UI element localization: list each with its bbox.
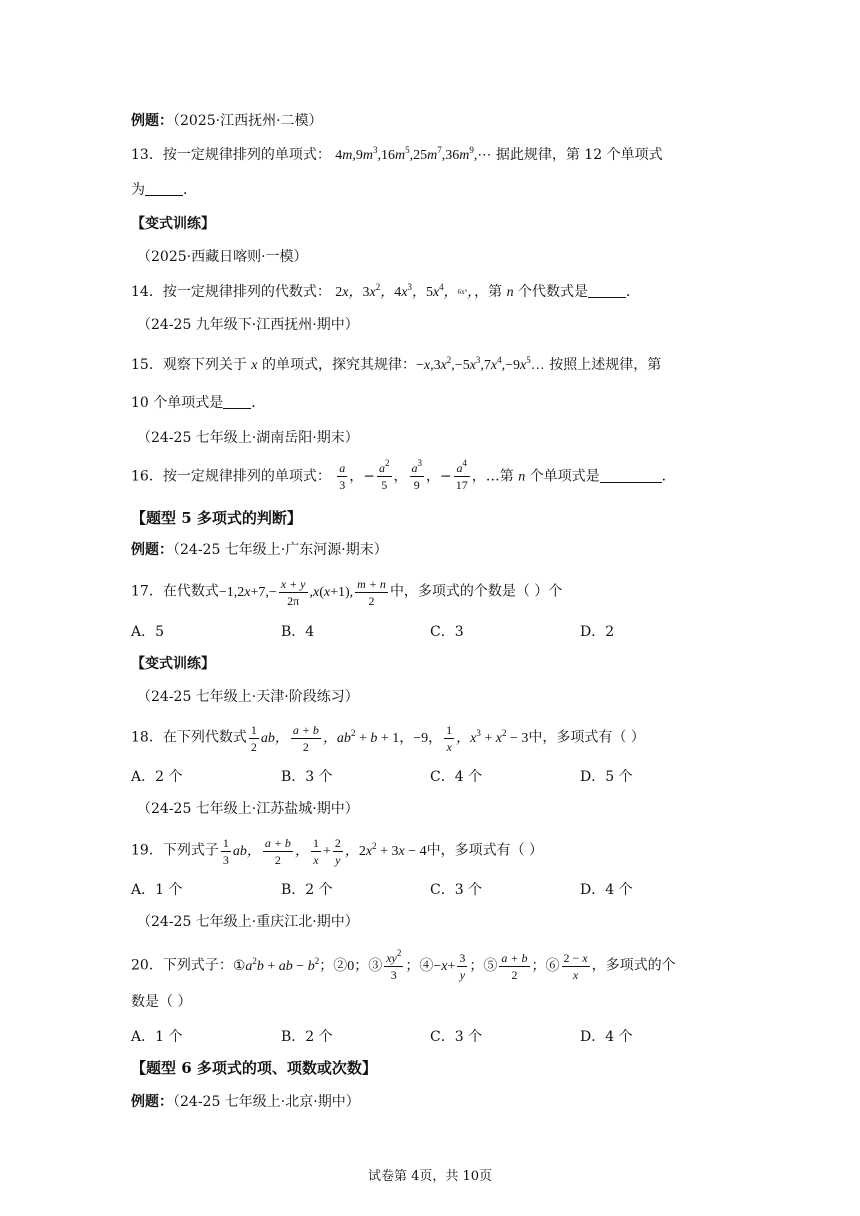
option-c[interactable]: C．3 个 <box>430 882 483 898</box>
fraction: $\frac{3}{y}$ <box>459 951 466 982</box>
fraction: $\frac{a + b}{2}$ <box>264 836 291 867</box>
question-16: 16．按一定规律排列的单项式： $\frac{a}{3}$ ，− $\frac{a^2}{5}$ ， $\frac{a^3}{9}$ ，− $\frac{a^4}{17}$ ，…第 n 个单项式是 ． <box>131 458 676 492</box>
option-a[interactable]: A．2 个 <box>131 769 183 785</box>
fraction: $\frac{2 - x}{x}$ <box>563 951 588 982</box>
option-b[interactable]: B．4 <box>281 624 315 640</box>
section-heading-type5: 【题型 5 多项式的判断】 <box>131 509 302 527</box>
question-text-after: ，多项式的个 <box>591 957 676 974</box>
option-c[interactable]: C．3 个 <box>430 1029 483 1045</box>
question-text-after: 中，多项式有（ ） <box>528 729 645 746</box>
variable-n: n <box>518 469 526 485</box>
question-text-after: 中，多项式的个数是（ ）个 <box>389 583 563 600</box>
monomial-sequence: $4m,9m^3,16m^5,25m^7,36m^9,\cdots$ <box>335 145 492 163</box>
question-number: 19． <box>131 842 163 859</box>
question-number: 14． <box>131 284 163 300</box>
monomial-sequence: $-x,3x^2,-5x^3,7x^4,-9x^5\dots$ <box>415 355 545 373</box>
example-source: （24-25 七年级上·北京·期中） <box>173 1094 360 1110</box>
question-text-after: ，第 <box>474 284 503 300</box>
question-14: 14．按一定规律排列的代数式： 2x，$3x^2$，$4x^3$，$5x^4$，6x⁵，，第 n 个代数式是 ． <box>131 282 641 300</box>
option-c[interactable]: C．3 <box>430 624 464 640</box>
expression-list: $\frac{1}{3}$ ab， $\frac{a + b}{2}$ ， $\frac{1}{x}$ + $\frac{2}{y}$ ，$2x^2 + 3x - 4$ <box>222 836 427 867</box>
option-a[interactable]: A．5 <box>131 624 165 640</box>
question-number: 16． <box>131 468 163 485</box>
question-text2: 的单项式，探究其规律： <box>261 357 416 373</box>
example-label: 例题： <box>131 542 173 558</box>
option-a[interactable]: A．1 个 <box>131 882 183 898</box>
question-number: 13． <box>131 147 163 163</box>
question-number: 18． <box>131 729 163 746</box>
option-d[interactable]: D．2 <box>580 624 615 640</box>
fraction: $\frac{1}{x}$ <box>446 723 453 754</box>
fraction: $\frac{a + b}{2}$ <box>501 951 528 982</box>
example-source: （24-25 七年级上·广东河源·期末） <box>173 542 388 558</box>
example-source: （2025·江西抚州·二模） <box>173 113 323 129</box>
question-text: 在下列代数式 <box>162 729 247 746</box>
page-footer: 试卷第 4页，共 10页 <box>367 1169 493 1184</box>
question-13 <box>131 145 663 166</box>
expression-list: $①a^2b$ + ab − $b^2$；②0；③ $\frac{xy^2}{3}$ ；④−x+ $\frac{3}{y}$ ；⑤ $\frac{a + b}{2}$ ；⑥ $\frac{2 - x}{x}$ <box>232 948 588 982</box>
example-label: 例题： <box>131 113 173 129</box>
answer-blank[interactable] <box>600 468 662 483</box>
question-18 <box>131 724 645 753</box>
variant-training-1: 【变式训练】 <box>131 216 215 232</box>
question-text: 在代数式 <box>162 583 219 600</box>
question-text-cont: 10 个单项式是 <box>131 395 224 411</box>
variable-n: n <box>506 285 514 300</box>
answer-blank[interactable] <box>588 283 626 298</box>
option-d[interactable]: D．4 个 <box>580 882 633 898</box>
question-15 <box>131 355 661 376</box>
question-text-after: 中，多项式有（ ） <box>426 842 544 859</box>
question-number: 15． <box>131 357 163 373</box>
option-a[interactable]: A．1 个 <box>131 1029 183 1045</box>
question-text: 按一定规律排列的单项式： <box>162 147 331 163</box>
question-text-cont: 为 <box>131 182 145 198</box>
option-c[interactable]: C．4 个 <box>430 769 483 785</box>
option-b[interactable]: B．3 个 <box>281 769 333 785</box>
question-20-source: （24-25 七年级上·重庆江北·期中） <box>137 914 359 930</box>
question-text: 下列式子 <box>162 842 219 859</box>
question-text-after: 据此规律，第 12 个单项式 <box>495 147 663 163</box>
question-19-source: （24-25 七年级上·江苏盐城·期中） <box>137 801 359 817</box>
answer-blank[interactable] <box>223 394 251 409</box>
question-text: 按一定规律排列的单项式： <box>162 468 331 485</box>
fraction: $\frac{2}{y}$ <box>334 836 341 867</box>
fraction: $\frac{a}{3}$ <box>339 461 346 492</box>
fraction: $\frac{a + b}{2}$ <box>292 723 319 754</box>
question-text: 下列式子： <box>162 957 233 974</box>
fraction: $\frac{1}{3}$ <box>222 836 229 867</box>
example-label-line <box>131 540 388 560</box>
option-b[interactable]: B．2 个 <box>281 1029 333 1045</box>
question-text-after: 按照上述规律，第 <box>549 357 662 373</box>
variant-training-2: 【变式训练】 <box>131 656 215 672</box>
section-heading-type6: 【题型 6 多项式的项、项数或次数】 <box>131 1059 377 1077</box>
question-text-after2: 个代数式是 <box>518 284 589 300</box>
expression-sequence: 2x，$3x^2$，$4x^3$，$5x^4$，6x⁵， <box>335 282 475 300</box>
question-text-after: …第 <box>485 468 514 485</box>
option-b[interactable]: B．2 个 <box>281 882 333 898</box>
question-number: 20． <box>131 957 163 974</box>
fraction: $\frac{1}{x}$ <box>312 836 319 867</box>
variable-x: x <box>251 358 258 373</box>
fraction: $\frac{x + y}{2\pi}$ <box>280 577 306 608</box>
question-text: 观察下列关于 <box>162 357 247 373</box>
fraction: $\frac{m + n}{2}$ <box>357 577 386 608</box>
question-text-after2: 个单项式是 <box>529 468 600 485</box>
question-17 <box>131 578 562 607</box>
question-20-cont: 数是（ ） <box>131 994 192 1010</box>
fraction: $\frac{a^4}{17}$ <box>455 458 468 492</box>
question-15-source: （24-25 九年级下·江西抚州·期中） <box>137 317 359 333</box>
example-label-line <box>131 1092 360 1112</box>
fraction: $\frac{1}{2}$ <box>250 723 257 754</box>
question-18-source: （24-25 七年级上·天津·阶段练习） <box>137 689 359 705</box>
question-14-source: （2025·西藏日喀则·一模） <box>137 249 308 265</box>
fraction: $\frac{a^2}{5}$ <box>379 458 390 492</box>
example-label-line <box>131 111 323 131</box>
fraction: $\frac{xy^2}{3}$ <box>386 948 402 982</box>
answer-blank[interactable] <box>145 181 183 196</box>
expression-list: $\frac{1}{2}$ ab， $\frac{a + b}{2}$ ，$ab^2 + b + 1$，−9， $\frac{1}{x}$ ，$x^3 + x^2 - 3$ <box>250 723 529 754</box>
question-20 <box>131 948 676 982</box>
question-number: 17． <box>131 583 163 600</box>
option-d[interactable]: D．4 个 <box>580 1029 633 1045</box>
option-d[interactable]: D．5 个 <box>580 769 633 785</box>
question-16-source: （24-25 七年级上·湖南岳阳·期末） <box>137 430 359 446</box>
expression-list: −1,2x+7,− $\frac{x + y}{2\pi}$ ,x(x+1), $\frac{m + n}{2}$ <box>218 577 386 608</box>
question-19 <box>131 837 543 866</box>
question-15-cont: 10 个单项式是 ． <box>131 395 266 411</box>
question-13-cont: 为 ． <box>131 182 197 198</box>
example-label: 例题： <box>131 1094 173 1110</box>
fraction: $\frac{a^3}{9}$ <box>411 458 423 492</box>
question-text: 按一定规律排列的代数式： <box>162 284 331 300</box>
